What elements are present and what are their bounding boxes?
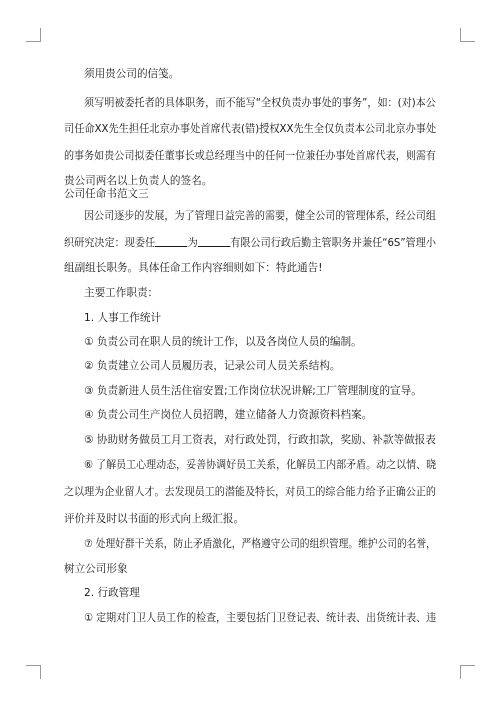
text: 2. 行政管理 xyxy=(84,587,140,599)
text: 贵公司两名以上负责人的签名。 xyxy=(64,175,213,187)
blank-underline xyxy=(198,235,231,247)
text-line xyxy=(0,96,500,110)
text: 主要工作职责： xyxy=(84,287,159,299)
text: 为 xyxy=(187,237,198,249)
text-line xyxy=(0,174,500,188)
text: ⑥ 了解员工心理动态，妥善协调好员工关系，化解员工内部矛盾。动之以情、晓 xyxy=(84,459,437,471)
text: 组副组长职务。具体任命工作内容细则如下：特此通告! xyxy=(64,262,323,274)
text-line xyxy=(0,67,500,81)
crop-mark-bottom-left-vertical xyxy=(40,665,41,679)
blank-underline xyxy=(155,235,188,247)
text: 司任命XX先生担任北京办事处首席代表(错)授权XX先生全仅负责本公司北京办事处 xyxy=(64,123,437,135)
crop-mark-top-right-horizontal xyxy=(460,41,475,42)
text: 树立公司形象 xyxy=(64,563,128,575)
crop-mark-top-right-vertical xyxy=(460,28,461,42)
text-line xyxy=(0,311,500,325)
text: ① 定期对门卫人员工作的检查，主要包括门卫登记表、统计表、出货统计表、违 xyxy=(84,612,437,624)
text-line xyxy=(0,433,500,447)
crop-mark-top-left-horizontal xyxy=(26,41,41,42)
text: ⑦ 处理好群干关系，防止矛盾激化，严格遵守公司的组织管理。维护公司的名誉， xyxy=(84,538,436,550)
crop-mark-top-left-vertical xyxy=(40,28,41,42)
text: ⑤ 协助财务做员工月工资表，对行政处罚，行政扣款，奖励、补款等做报表 xyxy=(84,434,436,446)
text: 须写明被委托者的具体职务，而不能写“全权负责办事处的事务”，如：(对)本公 xyxy=(84,97,436,109)
text-line xyxy=(0,359,500,373)
text-line xyxy=(0,384,500,398)
text-line xyxy=(0,512,500,526)
section-heading xyxy=(0,187,500,201)
text-line xyxy=(0,537,500,551)
crop-mark-bottom-left-horizontal xyxy=(26,665,41,666)
text-line xyxy=(0,611,500,625)
text-line xyxy=(0,586,500,600)
text: 的事务如贵公司拟委任董事长或总经理当中的任何一位兼任办事处首席代表，则需有 xyxy=(64,150,436,162)
text: ③ 负责新进人员生活住宿安置;工作岗位状况讲解;工厂管理制度的宣导。 xyxy=(84,385,422,397)
text: ④ 负责公司生产岗位人员招聘，建立储备人力资源资料档案。 xyxy=(84,409,373,421)
text-line xyxy=(0,408,500,422)
text: 1. 人事工作统计 xyxy=(84,312,162,324)
crop-mark-bottom-right-vertical xyxy=(460,665,461,679)
text: 评价并及时以书面的形式向上级汇报。 xyxy=(64,513,245,525)
text-line xyxy=(0,122,500,136)
text-line xyxy=(0,261,500,275)
text-line xyxy=(0,286,500,300)
text: 公司任命书范文三 xyxy=(64,188,149,200)
text-line xyxy=(0,458,500,472)
text-line xyxy=(0,485,500,499)
text-line xyxy=(0,335,500,349)
crop-mark-bottom-right-horizontal xyxy=(460,665,475,666)
text-line xyxy=(0,562,500,576)
text: 织研究决定：现委任 xyxy=(64,237,156,249)
text-line xyxy=(0,209,500,223)
text-line xyxy=(0,149,500,163)
text: 有限公司行政后勤主管职务并兼任“6S”管理小 xyxy=(230,237,436,249)
text: 须用贵公司的信笺。 xyxy=(84,68,180,80)
text: 之以理为企业留人才。去发现员工的潜能及特长，对员工的综合能力给予正确公正的 xyxy=(64,486,436,498)
text: ① 负责公司在职人员的统计工作，以及各岗位人员的编制。 xyxy=(84,336,362,348)
text: ② 负责建立公司人员履历表，记录公司人员关系结构。 xyxy=(84,360,341,372)
text: 因公司逐步的发展，为了管理日益完善的需要，健全公司的管理体系，经公司组 xyxy=(84,210,436,222)
text-line xyxy=(0,235,500,250)
